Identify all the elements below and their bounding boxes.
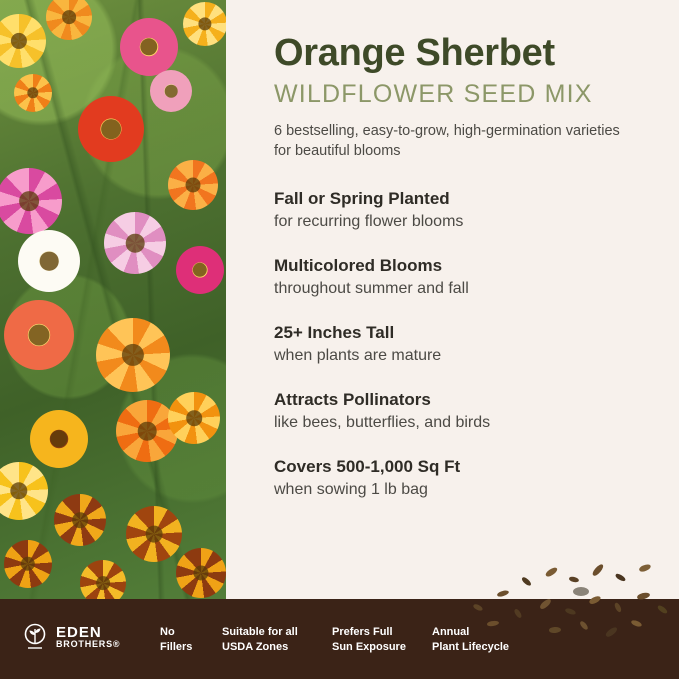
flower-bloom (168, 392, 220, 444)
flower-bloom (4, 540, 52, 588)
flower-bloom (4, 300, 74, 370)
feature-list (274, 188, 649, 501)
feature-title: Covers 500-1,000 Sq Ft (274, 457, 461, 477)
list-item (274, 322, 649, 367)
fact-line2: Sun Exposure (332, 640, 406, 653)
tree-icon (22, 623, 48, 651)
brand-name-line1: EDEN (56, 623, 102, 641)
feature-subtitle: throughout summer and fall (274, 280, 469, 298)
brand-wordmark (56, 625, 120, 649)
flower-bloom (18, 230, 80, 292)
list-item (274, 389, 649, 434)
wildflower-photo (0, 0, 226, 612)
fact-line1: Annual (432, 626, 470, 638)
product-details (226, 0, 679, 612)
brand-name-line2: BROTHERS® (56, 639, 121, 650)
product-subtitle: WILDFLOWER SEED MIX (274, 79, 593, 108)
brand-logo (22, 623, 120, 651)
fact-line2: Plant Lifecycle (432, 640, 510, 653)
feature-title: 25+ Inches Tall (274, 323, 395, 343)
flower-bloom (54, 494, 106, 546)
fact-line1: Suitable for all (222, 626, 298, 638)
feature-subtitle: like bees, butterflies, and birds (274, 414, 491, 432)
fact-line2: USDA Zones (222, 640, 289, 653)
flower-bloom (120, 18, 178, 76)
feature-title: Attracts Pollinators (274, 390, 431, 410)
list-item (274, 456, 649, 501)
fact-item (160, 625, 222, 655)
feature-subtitle: when plants are mature (274, 347, 442, 365)
flower-bloom (96, 318, 170, 392)
feature-title: Multicolored Blooms (274, 256, 443, 276)
product-tagline: 6 bestselling, easy-to-grow, high-germination varieties for beautiful blooms (274, 122, 620, 160)
feature-title: Fall or Spring Planted (274, 189, 450, 209)
list-item (274, 255, 649, 300)
list-item (274, 188, 649, 233)
flower-bloom (78, 96, 144, 162)
fact-line1: No (160, 626, 175, 638)
flower-bloom (104, 212, 166, 274)
feature-subtitle: when sowing 1 lb bag (274, 481, 428, 499)
flower-bloom (126, 506, 182, 562)
fact-line1: Prefers Full (332, 626, 393, 638)
feature-subtitle: for recurring flower blooms (274, 213, 464, 231)
flower-bloom (30, 410, 88, 468)
seed-pile-decoration (449, 561, 679, 679)
flower-bloom (150, 70, 192, 112)
flower-bloom (14, 74, 52, 112)
page-title: Orange Sherbet (274, 32, 555, 74)
fact-item (222, 625, 332, 655)
flower-bloom (176, 548, 226, 598)
flower-bloom (183, 2, 226, 46)
flower-bloom (176, 246, 224, 294)
flower-bloom (168, 160, 218, 210)
fact-line2: Fillers (160, 640, 193, 653)
fact-item (332, 625, 432, 655)
